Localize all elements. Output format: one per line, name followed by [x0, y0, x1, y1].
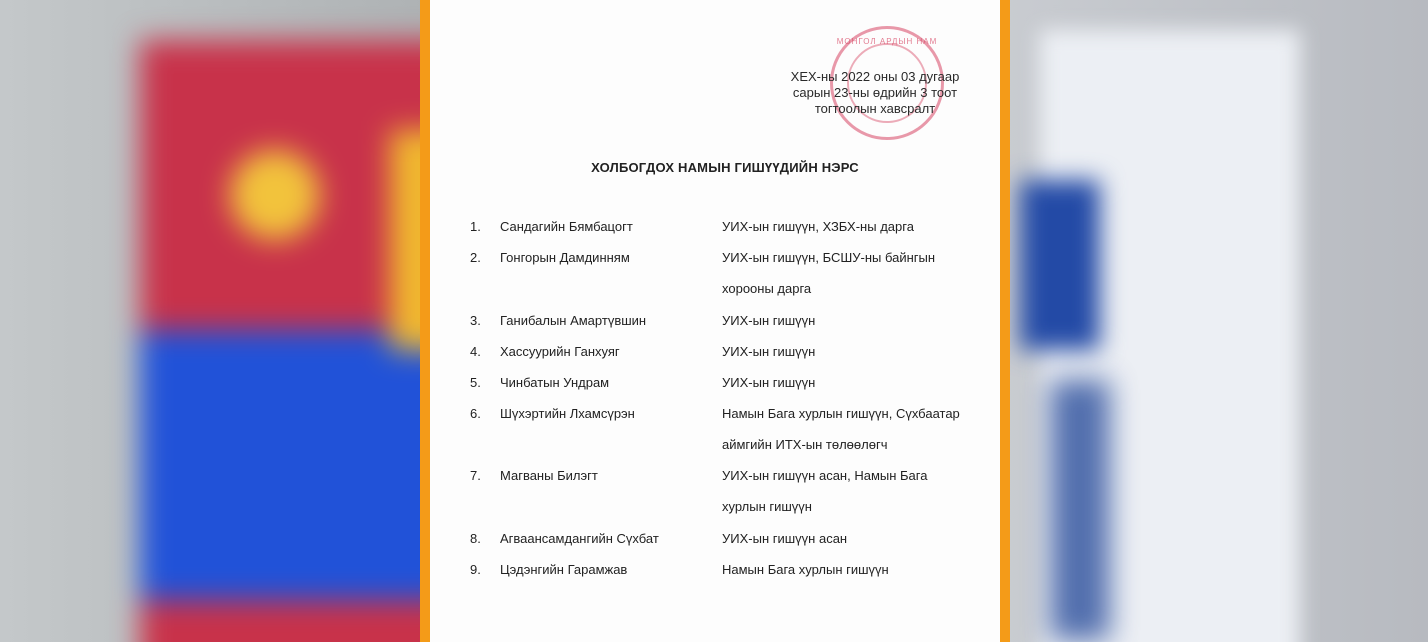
member-name: Цэдэнгийн Гарамжав	[500, 562, 628, 577]
resolution-annex-note	[775, 69, 975, 117]
member-position: УИХ-ын гишүүн асан	[722, 531, 848, 546]
member-position: Намын Бага хурлын гишүүн, Сүхбаатар аймгийн ИТХ-ын төлөөлөгч	[722, 406, 960, 452]
member-number: 1.	[470, 219, 481, 234]
note-line: тогтоолын хавсралт	[814, 101, 936, 116]
orange-frame	[420, 0, 1010, 642]
mongolian-flag	[140, 40, 430, 642]
member-number: 2.	[470, 250, 481, 265]
member-number: 3.	[470, 313, 481, 328]
member-number: 4.	[470, 344, 481, 359]
member-position: УИХ-ын гишүүн асан, Намын Бага хурлын гишүүн	[722, 468, 928, 514]
soyombo-symbol	[230, 150, 320, 240]
member-number: 7.	[470, 468, 481, 483]
member-number: 5.	[470, 375, 481, 390]
member-name: Магваны Билэгт	[500, 468, 598, 483]
member-name: Шүхэртийн Лхамсүрэн	[500, 406, 635, 421]
stamp-text: МОНГОЛ АРДЫН НАМ	[836, 37, 938, 46]
member-position: УИХ-ын гишүүн, БСШУ-ны байнгын хорооны дарга	[722, 250, 936, 296]
member-name: Агваансамдангийн Сүхбат	[500, 531, 659, 546]
party-banner-lettering	[1050, 380, 1110, 640]
member-number: 9.	[470, 562, 481, 577]
member-number: 8.	[470, 531, 481, 546]
flag-red-stripe-bottom	[140, 600, 430, 642]
member-name: Сандагийн Бямбацогт	[500, 219, 633, 234]
member-name: Хассуурийн Ганхуяг	[500, 344, 620, 359]
member-name: Чинбатын Ундрам	[500, 375, 610, 390]
blurred-background-left	[0, 0, 430, 642]
member-name: Ганибалын Амартүвшин	[500, 313, 647, 328]
member-position: УИХ-ын гишүүн, ХЗБХ-ны дарга	[722, 219, 914, 234]
member-position: УИХ-ын гишүүн	[722, 375, 816, 390]
blurred-background-right	[1000, 0, 1428, 642]
member-name: Гонгорын Дамдинням	[500, 250, 630, 265]
document-title: ХОЛБОГДОХ НАМЫН ГИШҮҮДИЙН НЭРС	[591, 160, 859, 175]
member-number: 6.	[470, 406, 481, 421]
member-position: Намын Бага хурлын гишүүн	[722, 562, 889, 577]
flag-blue-stripe	[140, 330, 430, 610]
party-logo-mark	[1020, 180, 1100, 350]
member-position: УИХ-ын гишүүн	[722, 313, 816, 328]
note-line: ХЕХ-ны 2022 оны 03 дугаар	[790, 69, 960, 84]
note-line: сарын 23-ны өдрийн 3 тоот	[792, 85, 958, 100]
document-page	[430, 0, 1000, 642]
member-position: УИХ-ын гишүүн	[722, 344, 816, 359]
